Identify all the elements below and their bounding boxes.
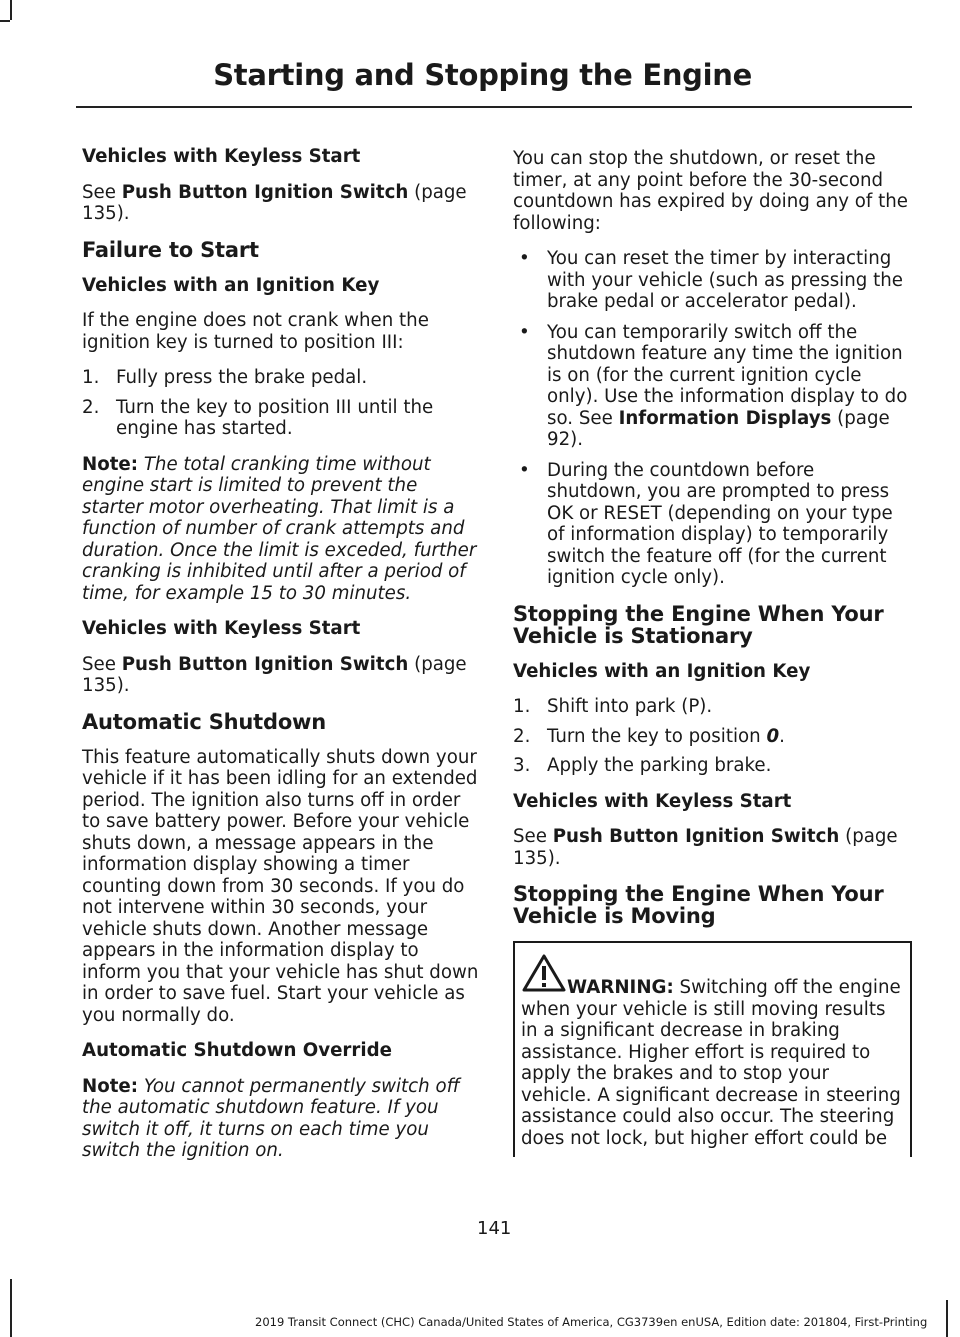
page-number: 141 xyxy=(477,1218,512,1239)
page-reference: (page 135). xyxy=(82,181,467,224)
push-button-ignition-link[interactable]: Push Button Ignition Switch xyxy=(121,181,409,203)
bullet-icon: • xyxy=(519,248,530,269)
list-item xyxy=(82,397,480,440)
keyless-start-paragraph xyxy=(82,654,480,697)
crop-mark xyxy=(10,1279,12,1337)
list-item xyxy=(513,322,908,451)
step-text: Turn the key to position III until the engine has started. xyxy=(116,396,434,439)
automatic-shutdown-paragraph: This feature automatically shuts down your vehicle if it has been idling for an extended period. The ignition also turns off in order to save battery power. Before your vehicle shuts down, a message appears in the information display showing a timer counting down from 30 seconds. If you do not intervene within 30 seconds, your vehicle shuts down. Another message appears in the information display to inform you that your vehicle has shut down in order to save fuel. Start your vehicle as you normally do. xyxy=(82,746,479,1026)
list-item xyxy=(513,460,908,589)
bullet-icon: • xyxy=(519,459,530,481)
key-position: 0 xyxy=(766,725,780,747)
left-column xyxy=(82,146,480,1176)
warning-box xyxy=(513,941,912,1157)
warning-label: WARNING: xyxy=(567,977,674,998)
note-label: Note: xyxy=(82,1075,139,1097)
bullet-text: You can temporarily switch off the shutdown feature any time the ignition is on (for the current ignition cycle only). Use the information display to do so. See xyxy=(547,321,908,429)
cranking-note xyxy=(82,454,480,605)
see-text: See xyxy=(82,653,122,675)
see-text: See xyxy=(82,181,122,203)
automatic-shutdown-heading: Automatic Shutdown xyxy=(82,709,326,734)
push-button-ignition-link[interactable]: Push Button Ignition Switch xyxy=(121,653,409,675)
keyless-start-heading: Vehicles with Keyless Start xyxy=(82,146,361,167)
see-text: See xyxy=(513,826,553,847)
override-note xyxy=(82,1076,480,1162)
moving-heading: Stopping the Engine When Your Vehicle is Moving xyxy=(513,882,884,928)
keyless-start-paragraph xyxy=(82,182,480,225)
bullet-icon: • xyxy=(519,321,530,343)
list-item xyxy=(513,696,908,718)
page-reference: (page 135). xyxy=(513,826,898,869)
step-number: 3. xyxy=(513,755,531,776)
override-intro-paragraph: You can stop the shutdown, or reset the timer, at any point before the 30-second countdown has expired by doing any of the following: xyxy=(513,148,908,234)
crop-mark xyxy=(0,20,10,22)
warning-icon xyxy=(521,953,567,993)
step-number: 2. xyxy=(513,725,531,747)
right-column xyxy=(513,148,908,1157)
step-text: Shift into park (P). xyxy=(547,696,713,717)
page-reference: (page 135). xyxy=(82,653,467,696)
keyless-start-heading: Vehicles with Keyless Start xyxy=(513,790,792,812)
list-item xyxy=(513,726,908,748)
override-bullet-list xyxy=(513,248,908,589)
list-item xyxy=(513,248,908,313)
step-text-end: . xyxy=(779,725,785,747)
page-title: Starting and Stopping the Engine xyxy=(213,58,752,92)
keyless-start-paragraph xyxy=(513,826,908,869)
note-text: The total cranking time without engine start is limited to prevent the starter motor overheating. That limit is a function of number of crank attempts and duration. Once the limit is exceded, further cranking is inhibited until after a period of time, for example 15 to 30 minutes. xyxy=(82,453,477,604)
warning-text: Switching off the engine when your vehicle is still moving results in a significant decrease in braking assistance. Higher effort is required to apply the brakes and to stop your vehicle. A significant decrease in steering assistance could also occur. The steering does not lock, but higher effort could be xyxy=(521,977,901,1149)
stationary-heading: Stopping the Engine When Your Vehicle is Stationary xyxy=(513,601,884,648)
step-text: Fully press the brake pedal. xyxy=(116,367,368,388)
header-rule xyxy=(76,106,912,108)
failure-steps-list xyxy=(82,367,480,440)
push-button-ignition-link[interactable]: Push Button Ignition Switch xyxy=(552,826,840,847)
step-number: 1. xyxy=(82,367,100,388)
crop-mark xyxy=(946,1300,948,1337)
keyless-start-heading: Vehicles with Keyless Start xyxy=(82,618,361,639)
step-number: 1. xyxy=(513,696,531,717)
shutdown-override-heading: Automatic Shutdown Override xyxy=(82,1040,392,1061)
step-text: Apply the parking brake. xyxy=(547,755,772,776)
note-text: You cannot permanently switch off the automatic shutdown feature. If you switch it off, it turns on each time you switch the ignition on. xyxy=(82,1075,460,1161)
crop-mark xyxy=(10,0,12,20)
ignition-key-heading: Vehicles with an Ignition Key xyxy=(82,274,380,296)
warning-text-block xyxy=(521,977,904,1149)
list-item xyxy=(513,755,908,777)
ignition-intro-paragraph: If the engine does not crank when the ignition key is turned to position III: xyxy=(82,310,429,353)
step-number: 2. xyxy=(82,396,100,418)
stationary-steps-list xyxy=(513,696,908,777)
note-label: Note: xyxy=(82,453,139,475)
page-reference: (page 92). xyxy=(547,407,890,450)
bullet-text: You can reset the timer by interacting with your vehicle (such as pressing the brake pedal or accelerator pedal). xyxy=(547,248,903,312)
step-text: Turn the key to position xyxy=(547,725,767,747)
bullet-text: During the countdown before shutdown, you are prompted to press OK or RESET (depending on your type of information display) to temporarily switch the feature off (for the current ignition cycle only). xyxy=(547,459,893,588)
failure-to-start-heading: Failure to Start xyxy=(82,237,259,262)
information-displays-link[interactable]: Information Displays xyxy=(618,407,832,429)
list-item xyxy=(82,367,480,389)
edition-footer: 2019 Transit Connect (CHC) Canada/United States of America, CG3739en enUSA, Edition date: 201804, First-Printing xyxy=(255,1315,928,1329)
ignition-key-heading: Vehicles with an Ignition Key xyxy=(513,660,811,682)
